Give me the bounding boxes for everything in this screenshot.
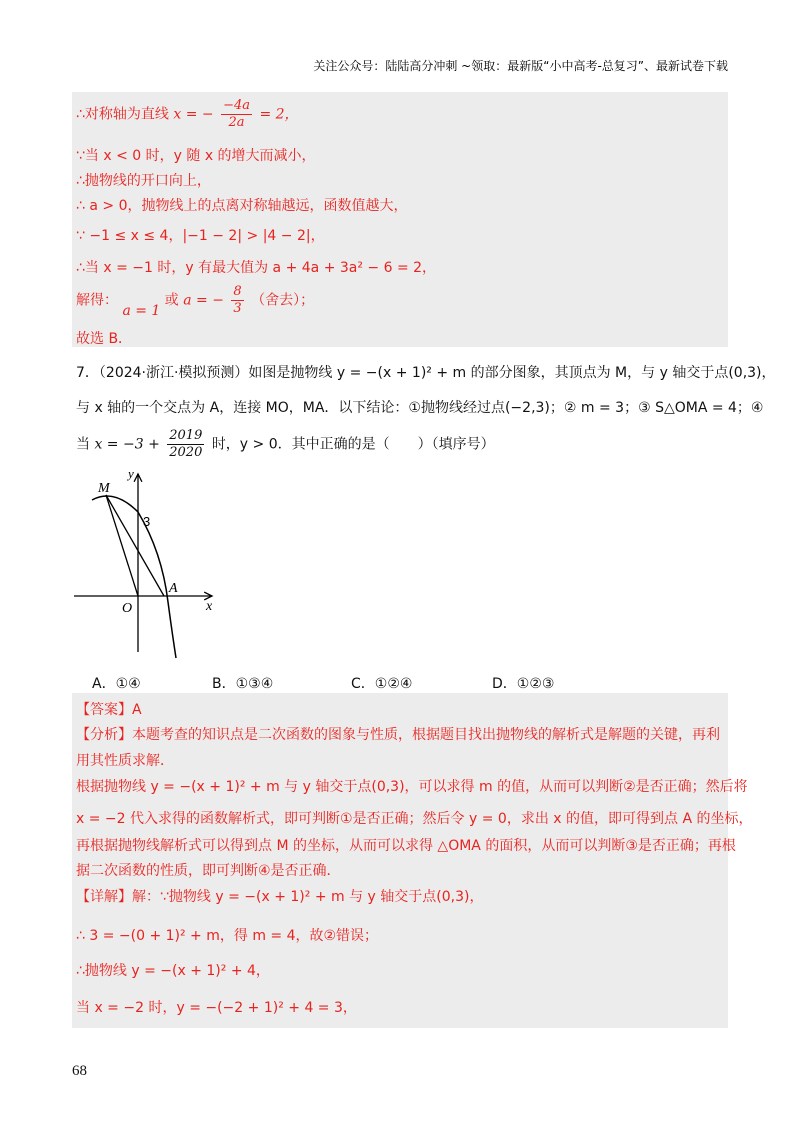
page-header: 关注公众号：陆陆高分冲刺 ~领取：最新版“小中高考-总复习”、最新试卷下载 [313, 59, 728, 73]
detail-line-4: 当 x = −2 时，y = −(−2 + 1)² + 4 = 3， [76, 1000, 357, 1016]
fraction [231, 284, 243, 317]
option-b[interactable] [212, 673, 273, 693]
option-letter: A． [92, 676, 116, 692]
option-text: ①④ [115, 676, 141, 692]
label-a: A [169, 581, 178, 596]
question-math: x = −3 + [94, 436, 160, 453]
fraction-denominator: 2020 [169, 445, 203, 460]
solution-line-5: ∵ −1 ≤ x ≤ 4，|−1 − 2| > |4 − 2|， [76, 228, 325, 244]
question-text: 时，y > 0．其中正确的是（ ）（填序号） [211, 436, 495, 453]
option-d[interactable] [492, 673, 554, 693]
fraction [167, 428, 204, 461]
label-3: 3 [143, 514, 151, 529]
segment-mo [106, 495, 138, 596]
fraction-denominator: 2a [228, 115, 245, 130]
question-line-2: 与 x 轴的一个交点为 A，连接 MO，MA．以下结论：①抛物线经过点(−2,3)；② m = 3；③ S△OMA = 4；④ [76, 400, 764, 416]
detail-line-2: ∴ 3 = −(0 + 1)² + m，得 m = 4，故②错误； [76, 928, 379, 944]
option-a[interactable] [92, 673, 141, 693]
fraction-numerator: −4a [223, 98, 251, 113]
solution-math: x = − [173, 106, 214, 123]
solution-text: 解得： [76, 292, 118, 309]
solution-text: （舍去）； [251, 292, 315, 309]
solution-line-4: ∴ a > 0，抛物线上的点离对称轴越远，函数值越大， [76, 198, 408, 214]
analysis-line-5: 再根据抛物线解析式可以得到点 M 的坐标，从而可以求得 △OMA 的面积，从而可以判断③是否正确；再根 [76, 838, 736, 854]
solution-math: a = 1 [122, 302, 161, 319]
analysis-line-1: 【分析】本题考查的知识点是二次函数的图象与性质，根据题目找出抛物线的解析式是解题的关键，再利 [76, 727, 720, 743]
solution-line-1 [76, 98, 299, 131]
option-letter: D． [492, 676, 517, 692]
label-m: M [98, 481, 110, 496]
detail-line-3: ∴抛物线 y = −(x + 1)² + 4， [76, 963, 270, 979]
analysis-line-6: 据二次函数的性质，即可判断④是否正确． [76, 863, 341, 879]
parabola-figure [70, 462, 230, 662]
label-x: x [206, 599, 213, 614]
question-line-3 [76, 428, 495, 461]
parabola-curve [92, 496, 176, 658]
option-text: ①②④ [374, 676, 413, 692]
fraction-numerator: 2019 [169, 428, 203, 443]
solution-text: ∴对称轴为直线 [76, 106, 169, 123]
solution-text: 或 [164, 292, 179, 309]
fraction [221, 98, 252, 131]
solution-line-2: ∵当 x < 0 时，y 随 x 的增大而减小， [76, 148, 316, 164]
option-letter: B． [212, 676, 236, 692]
analysis-line-2: 用其性质求解． [76, 753, 174, 769]
solution-line-7 [76, 284, 314, 317]
solution-math: = 2， [259, 106, 299, 123]
solution-line-6: ∴当 x = −1 时，y 有最大值为 a + 4a + 3a² − 6 = 2， [76, 260, 437, 276]
question-text: 当 [76, 436, 90, 453]
fraction-numerator: 8 [233, 284, 242, 299]
page-number: 68 [72, 1063, 87, 1079]
solution-math: a = − [183, 292, 224, 309]
solution-line-8: 故选 B． [76, 331, 133, 347]
detail-line-1: 【详解】解：∵抛物线 y = −(x + 1)² + m 与 y 轴交于点(0,3)， [76, 889, 484, 905]
question-line-1: 7．（2024·浙江·模拟预测）如图是抛物线 y = −(x + 1)² + m 的部分图象，其顶点为 M，与 y 轴交于点(0,3)， [76, 365, 776, 381]
option-text: ①②③ [516, 676, 555, 692]
analysis-line-3: 根据抛物线 y = −(x + 1)² + m 与 y 轴交于点(0,3)，可以求得 m 的值，从而可以判断②是否正确；然后将 [76, 779, 748, 795]
fraction-denominator: 3 [233, 301, 242, 316]
label-y: y [128, 466, 134, 481]
solution-line-3: ∴抛物线的开口向上， [76, 173, 211, 189]
option-letter: C． [351, 676, 375, 692]
label-o: O [122, 601, 133, 616]
analysis-line-4: x = −2 代入求得的函数解析式，即可判断①是否正确；然后令 y = 0，求出 x 的值，即可得到点 A 的坐标， [76, 811, 753, 827]
answer-label: 【答案】A [76, 702, 142, 718]
option-c[interactable] [351, 673, 412, 693]
option-text: ①③④ [235, 676, 274, 692]
